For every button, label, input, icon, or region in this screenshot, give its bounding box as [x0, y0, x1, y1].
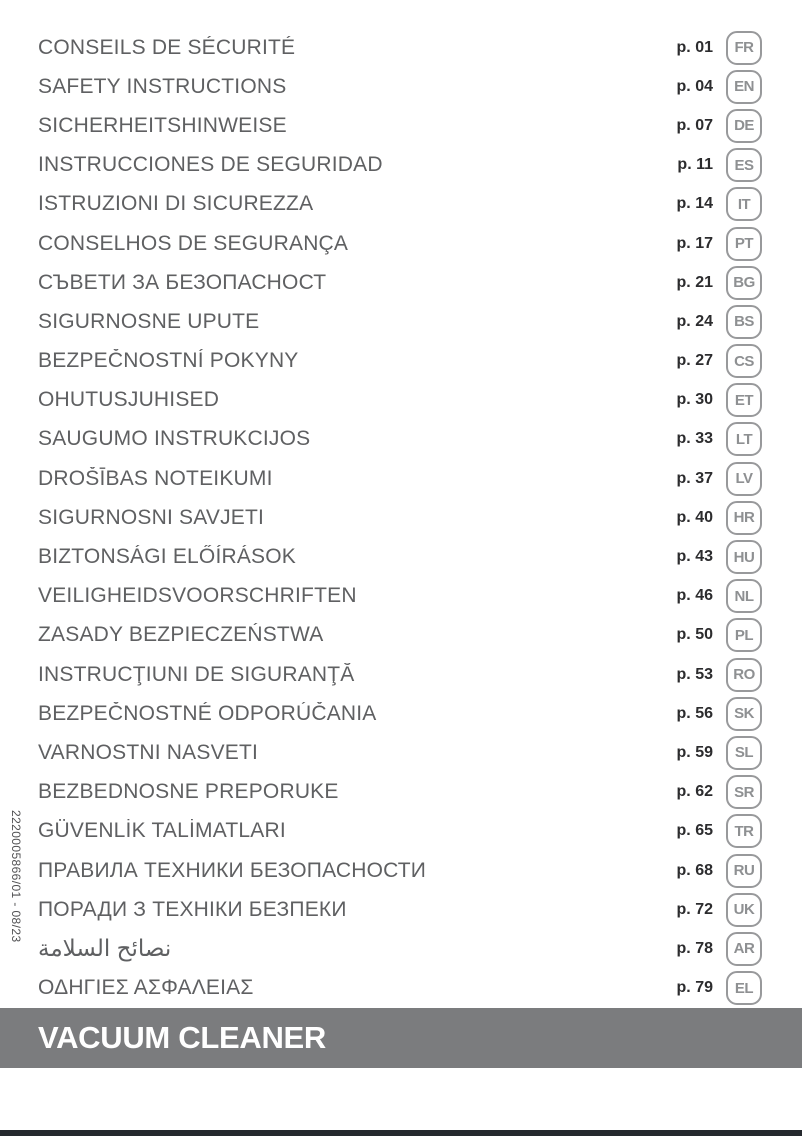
language-badge: TR	[726, 814, 762, 848]
toc-item-page: p. 07	[676, 116, 713, 134]
toc-row-pl	[38, 616, 762, 655]
toc-row-bs	[38, 302, 762, 341]
toc-item-label: SIGURNOSNI SAVJETI	[38, 505, 265, 529]
toc-item-label: CONSEILS DE SÉCURITÉ	[38, 35, 296, 59]
language-badge: UK	[726, 893, 762, 927]
language-badge: FR	[726, 31, 762, 65]
toc-item-label: СЪВЕТИ ЗА БЕЗОПАСНОСТ	[38, 270, 327, 294]
toc-item-page: p. 59	[676, 743, 713, 761]
toc-item-label: ISTRUZIONI DI SICUREZZA	[38, 192, 314, 216]
toc-item-page: p. 40	[676, 508, 713, 526]
bottom-edge-bar	[0, 1130, 802, 1136]
toc-item-label: INSTRUCCIONES DE SEGURIDAD	[38, 153, 383, 177]
language-badge: SL	[726, 736, 762, 770]
toc-row-sr	[38, 773, 762, 812]
toc-item-page: p. 53	[676, 665, 713, 683]
toc-item-label: BIZTONSÁGI ELŐÍRÁSOK	[38, 545, 297, 569]
toc-item-label: ΟΔΗΓΙΕΣ ΑΣΦΑΛΕΙΑΣ	[38, 976, 254, 1000]
toc-row-hu	[38, 537, 762, 576]
language-badge: NL	[726, 579, 762, 613]
toc-item-page: p. 50	[676, 626, 713, 644]
toc-row-ru	[38, 851, 762, 890]
language-badge: RO	[726, 658, 762, 692]
toc-item-page: p. 30	[676, 391, 713, 409]
toc-item-page: p. 62	[676, 783, 713, 801]
toc-item-page: p. 33	[676, 430, 713, 448]
language-badge: ES	[726, 148, 762, 182]
toc-row-bg	[38, 263, 762, 302]
language-badge: PT	[726, 227, 762, 261]
toc-item-page: p. 17	[676, 234, 713, 252]
toc-row-ro	[38, 655, 762, 694]
toc-row-it	[38, 185, 762, 224]
toc-row-sk	[38, 694, 762, 733]
toc-item-page: p. 79	[676, 979, 713, 997]
product-title: VACUUM CLEANER	[38, 1020, 326, 1055]
toc-item-label: SICHERHEITSHINWEISE	[38, 113, 287, 137]
toc-item-page: p. 43	[676, 548, 713, 566]
toc-item-page: p. 46	[676, 587, 713, 605]
toc-item-label: VARNOSTNI NASVETI	[38, 740, 259, 764]
toc-item-label: CONSELHOS DE SEGURANÇA	[38, 231, 349, 255]
toc-item-label: ПОРАДИ З ТЕХНІКИ БЕЗПЕКИ	[38, 897, 347, 921]
toc-item-label: BEZPEČNOSTNÉ ODPORÚČANIA	[38, 701, 377, 725]
toc-item-label: INSTRUCŢIUNI DE SIGURANŢĂ	[38, 662, 355, 686]
toc-row-cs	[38, 342, 762, 381]
toc-row-nl	[38, 577, 762, 616]
toc-item-label: OHUTUSJUHISED	[38, 388, 220, 412]
toc-item-page: p. 11	[677, 156, 713, 174]
language-badge: IT	[726, 187, 762, 221]
toc-item-page: p. 04	[676, 77, 713, 95]
toc-item-page: p. 65	[676, 822, 713, 840]
toc-row-sl	[38, 733, 762, 772]
toc-row-uk	[38, 890, 762, 929]
toc-row-et	[38, 381, 762, 420]
toc-item-page: p. 21	[676, 273, 713, 291]
toc-row-es	[38, 146, 762, 185]
toc-row-lt	[38, 420, 762, 459]
toc-item-label: SAUGUMO INSTRUKCIJOS	[38, 427, 311, 451]
toc-item-label: ПРАВИЛА ТЕХНИКИ БЕЗОПАСНОСТИ	[38, 858, 427, 882]
toc-item-page: p. 56	[676, 704, 713, 722]
toc-item-label: نصائح السلامة	[38, 935, 172, 962]
language-badge: EL	[726, 971, 762, 1005]
language-badge: CS	[726, 344, 762, 378]
toc-item-label: GÜVENLİK TALİMATLARI	[38, 819, 286, 843]
toc-item-label: ZASADY BEZPIECZEŃSTWA	[38, 623, 324, 647]
toc-item-label: BEZBEDNOSNE PREPORUKE	[38, 780, 339, 804]
toc-item-label: DROŠĪBAS NOTEIKUMI	[38, 466, 273, 490]
language-badge: HR	[726, 501, 762, 535]
language-badge: LT	[726, 422, 762, 456]
language-badge: SR	[726, 775, 762, 809]
toc-item-page: p. 24	[676, 312, 713, 330]
reference-code: 2220005866/01 - 08/23	[9, 810, 23, 943]
toc-item-label: VEILIGHEIDSVOORSCHRIFTEN	[38, 584, 357, 608]
toc-row-lv	[38, 459, 762, 498]
toc-item-label: SAFETY INSTRUCTIONS	[38, 74, 287, 98]
toc-row-en	[38, 67, 762, 106]
toc-row-tr	[38, 812, 762, 851]
toc-row-ar	[38, 929, 762, 968]
toc-item-page: p. 01	[676, 38, 713, 56]
toc-item-page: p. 78	[676, 939, 713, 957]
toc-row-hr	[38, 498, 762, 537]
toc-item-page: p. 72	[676, 900, 713, 918]
toc-item-label: SIGURNOSNE UPUTE	[38, 309, 260, 333]
product-title-bar	[0, 1008, 802, 1068]
language-badge: PL	[726, 618, 762, 652]
toc-row-pt	[38, 224, 762, 263]
language-badge: LV	[726, 462, 762, 496]
language-badge: EN	[726, 70, 762, 104]
language-badge: BG	[726, 266, 762, 300]
language-badge: ET	[726, 383, 762, 417]
toc-item-page: p. 14	[676, 195, 713, 213]
language-badge: DE	[726, 109, 762, 143]
toc-item-page: p. 37	[676, 469, 713, 487]
toc-item-page: p. 27	[676, 352, 713, 370]
toc-row-de	[38, 106, 762, 145]
language-badge: SK	[726, 697, 762, 731]
language-badge: AR	[726, 932, 762, 966]
toc-item-page: p. 68	[676, 861, 713, 879]
toc-row-fr	[38, 28, 762, 67]
language-badge: HU	[726, 540, 762, 574]
language-badge: BS	[726, 305, 762, 339]
toc-item-label: BEZPEČNOSTNÍ POKYNY	[38, 349, 299, 373]
toc-row-el	[38, 969, 762, 1008]
language-badge: RU	[726, 854, 762, 888]
